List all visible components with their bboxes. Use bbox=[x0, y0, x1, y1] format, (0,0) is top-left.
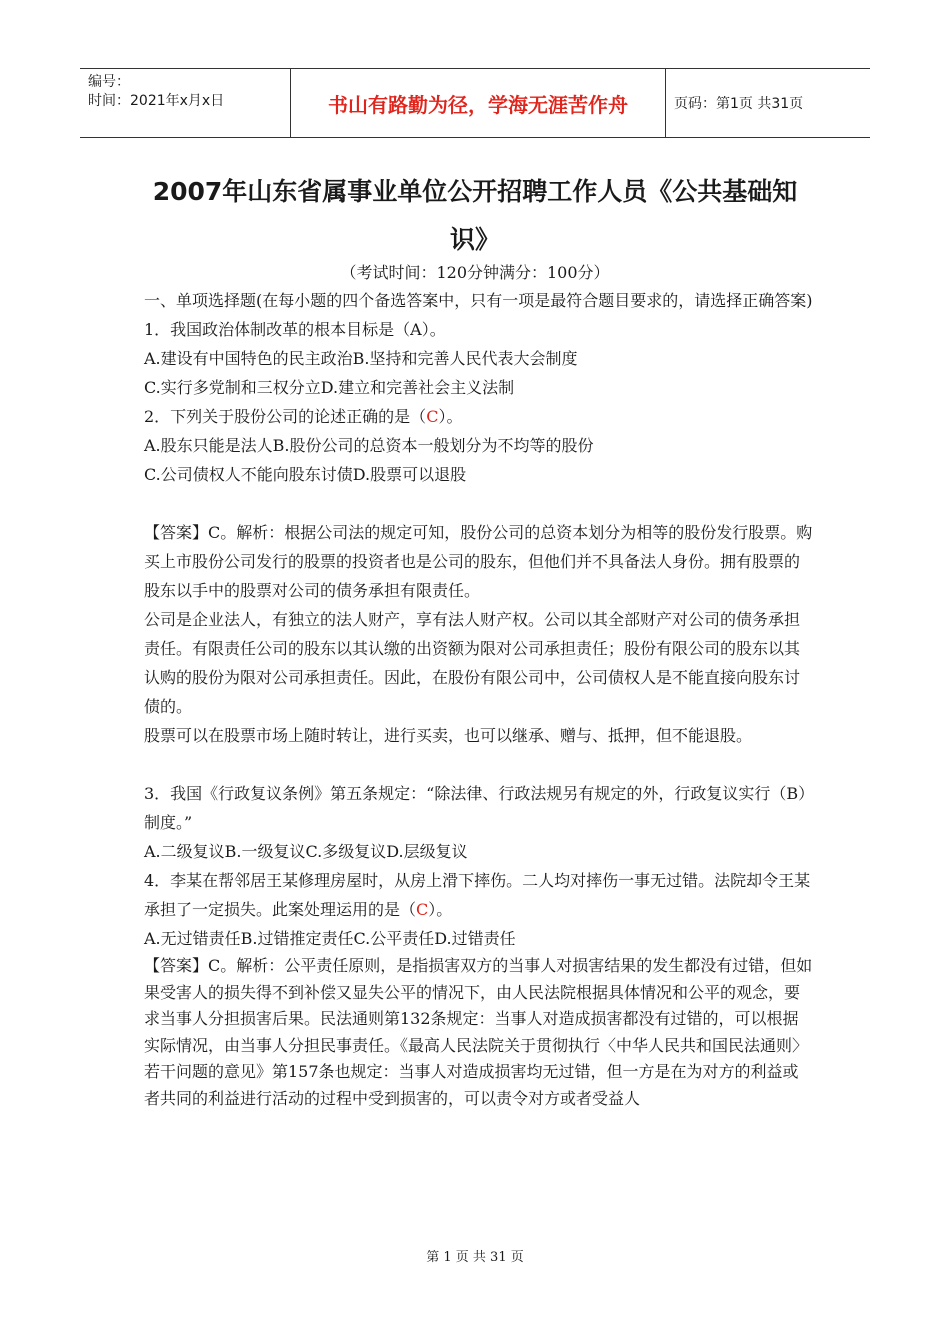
question-3-options: A.二级复议B.一级复议C.多级复议D.层级复议 bbox=[144, 842, 468, 861]
question-2-explanation-3: 股票可以在股票市场上随时转让，进行买卖，也可以继承、赠与、抵押，但不能退股。 bbox=[144, 726, 753, 745]
question-4 bbox=[144, 866, 814, 924]
question-2-stem: 2．下列关于股份公司的论述正确的是（ bbox=[144, 407, 427, 426]
page-footer: 第 1 页 共 31 页 bbox=[426, 1250, 524, 1265]
question-4-stem: 4．李某在帮邻居王某修理房屋时，从房上滑下摔伤。二人均对摔伤一事无过错。法院却令王某承担了一定损失。此案处理运用的是（ bbox=[144, 871, 811, 919]
header-page-info: 页码：第1页 共31页 bbox=[674, 96, 804, 112]
question-4-explanation: 【答案】C。解析：公平责任原则，是指损害双方的当事人对损害结果的发生都没有过错，但如果受害人的损失得不到补偿又显失公平的情况下，由人民法院根据具体情况和公平的观念，要求当事人分担损害后果。民法通则第132条规定：当事人对造成损害都没有过错的，可以根据实际情况，由当事人分担民事责任。《最高人民法院关于贯彻执行〈中华人民共和国民法通则〉若干问题的意见》第157条也规定：当事人对造成损害均无过错，但一方是在为对方的利益或者共同的利益进行活动的过程中受到损害的，可以责令对方或者受益人 bbox=[144, 956, 813, 1108]
question-2-answer: C bbox=[426, 407, 439, 426]
spacer bbox=[144, 750, 814, 779]
question-4-end: ）。 bbox=[428, 900, 453, 919]
question-2-explanation-1: 【答案】C。解析：根据公司法的规定可知，股份公司的总资本划分为相等的股份发行股票。购买上市股份公司发行的股票的投资者也是公司的股东，但他们并不具备法人身份。拥有股票的股东以手中的股票对公司的债务承担有限责任。 bbox=[144, 523, 813, 600]
question-1-options-cd: C.实行多党制和三权分立D.建立和完善社会主义法制 bbox=[144, 378, 515, 397]
header-meta bbox=[80, 69, 291, 137]
question-2-end: ）。 bbox=[438, 407, 463, 426]
question-1-options-ab: A.建设有中国特色的民主政治B.坚持和完善人民代表大会制度 bbox=[144, 349, 578, 368]
question-1: 1．我国政治体制改革的根本目标是（A）。 bbox=[144, 320, 446, 339]
question-3: 3．我国《行政复议条例》第五条规定：“除法律、行政法规另有规定的外，行政复议实行（B）制度。” bbox=[144, 784, 807, 832]
question-2-options-cd: C.公司债权人不能向股东讨债D.股票可以退股 bbox=[144, 465, 467, 484]
question-2 bbox=[144, 402, 814, 431]
header-time-label: 时间：2021年x月x日 bbox=[88, 93, 225, 109]
page-header bbox=[80, 68, 870, 138]
question-2-options-ab: A.股东只能是法人B.股份公司的总资本一般划分为不均等的股份 bbox=[144, 436, 594, 455]
question-4-answer: C bbox=[416, 900, 429, 919]
header-number-label: 编号： bbox=[88, 74, 130, 90]
header-motto: 书山有路勤为径，学海无涯苦作舟 bbox=[291, 69, 666, 137]
section-heading: 一、单项选择题(在每小题的四个备选答案中，只有一项是最符合题目要求的，请选择正确答案) bbox=[144, 291, 813, 310]
document-subtitle: （考试时间：120分钟满分：100分） bbox=[340, 263, 610, 282]
question-2-explanation-2: 公司是企业法人，有独立的法人财产，享有法人财产权。公司以其全部财产对公司的债务承担责任。有限责任公司的股东以其认缴的出资额为限对公司承担责任；股份有限公司的股东以其认购的股份为限对公司承担责任。因此，在股份有限公司中，公司债权人是不能直接向股东讨债的。 bbox=[144, 610, 801, 716]
spacer bbox=[144, 489, 814, 518]
document-body bbox=[144, 286, 814, 1112]
document-title: 2007年山东省属事业单位公开招聘工作人员《公共基础知识》 bbox=[152, 177, 798, 254]
question-4-options: A.无过错责任B.过错推定责任C.公平责任D.过错责任 bbox=[144, 929, 516, 948]
